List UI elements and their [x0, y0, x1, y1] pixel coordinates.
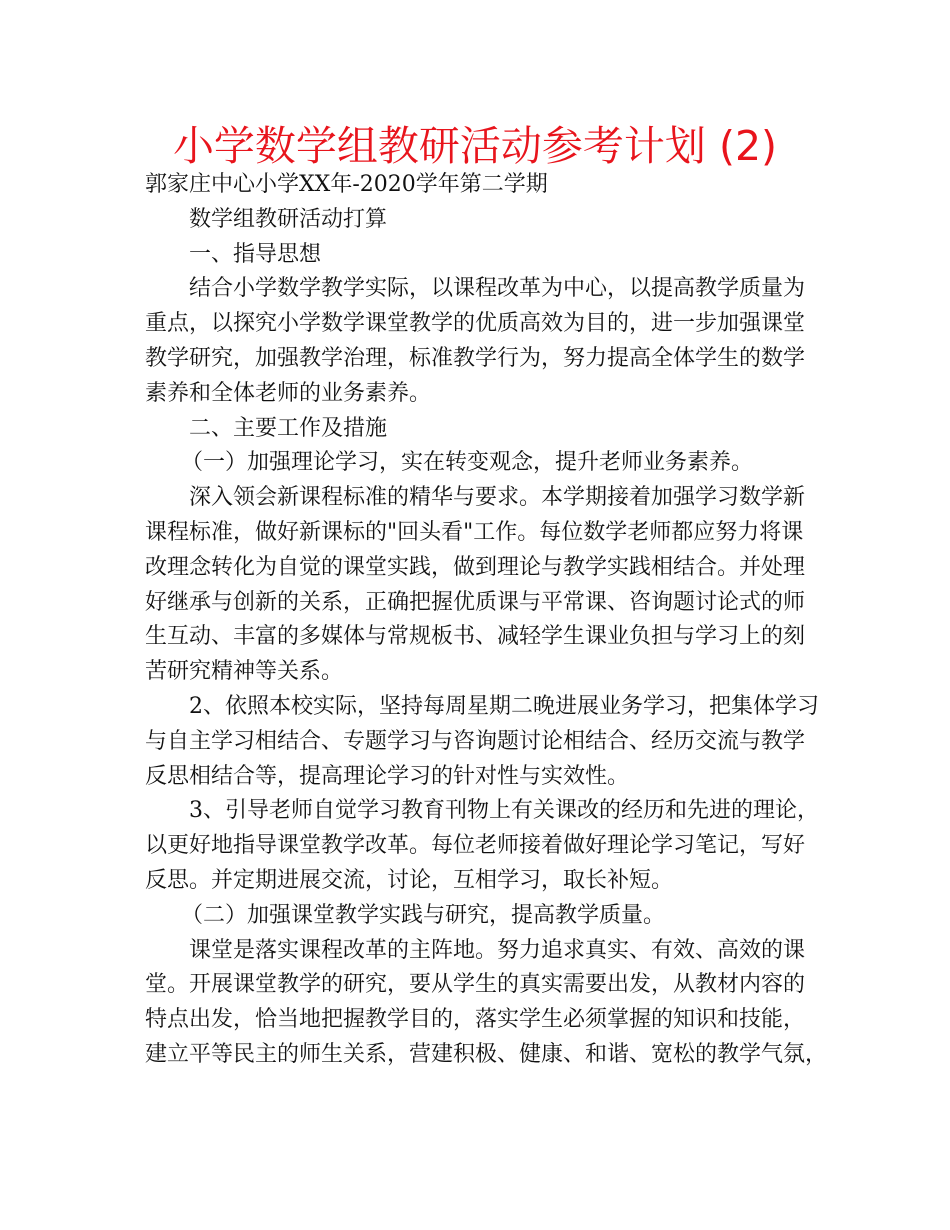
- paragraph-line: 好继承与创新的关系，正确把握优质课与平常课、咨询题讨论式的师: [145, 589, 806, 615]
- paragraph-line: 重点，以探究小学数学课堂教学的优质高效为目的，进一步加强课堂: [145, 311, 806, 337]
- plan-subtitle: 数学组教研活动打算: [189, 206, 388, 232]
- paragraph-line: 苦研究精神等关系。: [145, 659, 344, 685]
- paragraph-line: 课堂是落实课程改革的主阵地。努力追求真实、有效、高效的课: [189, 937, 806, 963]
- section-heading-2: 二、主要工作及措施: [189, 415, 388, 441]
- subsection-heading-1: （一）加强理论学习，实在转变观念，提升老师业务素养。: [181, 450, 754, 476]
- paragraph-line: 反思。并定期进展交流，讨论，互相学习，取长补短。: [145, 867, 674, 893]
- paragraph-line: 2、依照本校实际，坚持每周星期二晚进展业务学习，把集体学习: [189, 693, 819, 719]
- paragraph-line: 3、引导老师自觉学习教育刊物上有关课改的经历和先进的理论，: [189, 798, 819, 824]
- paragraph-line: 课程标准，做好新课标的"回头看"工作。每位数学老师都应努力将课: [145, 519, 804, 545]
- paragraph-line: 素养和全体老师的业务素养。: [145, 380, 432, 406]
- paragraph-line: 堂。开展课堂教学的研究，要从学生的真实需要出发，从教材内容的: [145, 972, 806, 998]
- paragraph-line: 深入领会新课程标准的精华与要求。本学期接着加强学习数学新: [189, 485, 806, 511]
- paragraph-line: 特点出发，恰当地把握教学目的，落实学生必须掌握的知识和技能，: [145, 1007, 806, 1033]
- subsection-heading-2: （二）加强课堂教学实践与研究，提高教学质量。: [181, 902, 666, 928]
- paragraph-line: 改理念转化为自觉的课堂实践，做到理论与教学实践相结合。并处理: [145, 554, 806, 580]
- school-term-line: 郭家庄中心小学XX年-2020学年第二学期: [145, 172, 548, 197]
- paragraph-line: 以更好地指导课堂教学改革。每位老师接着做好理论学习笔记，写好: [145, 833, 806, 859]
- document-title: 小学数学组教研活动参考计划 (2): [172, 122, 778, 170]
- paragraph-line: 反思相结合等，提高理论学习的针对性与实效性。: [145, 763, 630, 789]
- paragraph-line: 生互动、丰富的多媒体与常规板书、减轻学生课业负担与学习上的刻: [145, 624, 806, 650]
- paragraph-line: 教学研究，加强教学治理，标准教学行为，努力提高全体学生的数学: [145, 345, 806, 371]
- paragraph-line: 建立平等民主的师生关系，营建积极、健康、和谐、宽松的教学气氛，: [145, 1041, 828, 1067]
- paragraph-line: 结合小学数学教学实际，以课程改革为中心，以提高教学质量为: [189, 276, 806, 302]
- section-heading-1: 一、指导思想: [189, 241, 322, 267]
- paragraph-line: 与自主学习相结合、专题学习与咨询题讨论相结合、经历交流与教学: [145, 728, 806, 754]
- document-body: [145, 168, 828, 1073]
